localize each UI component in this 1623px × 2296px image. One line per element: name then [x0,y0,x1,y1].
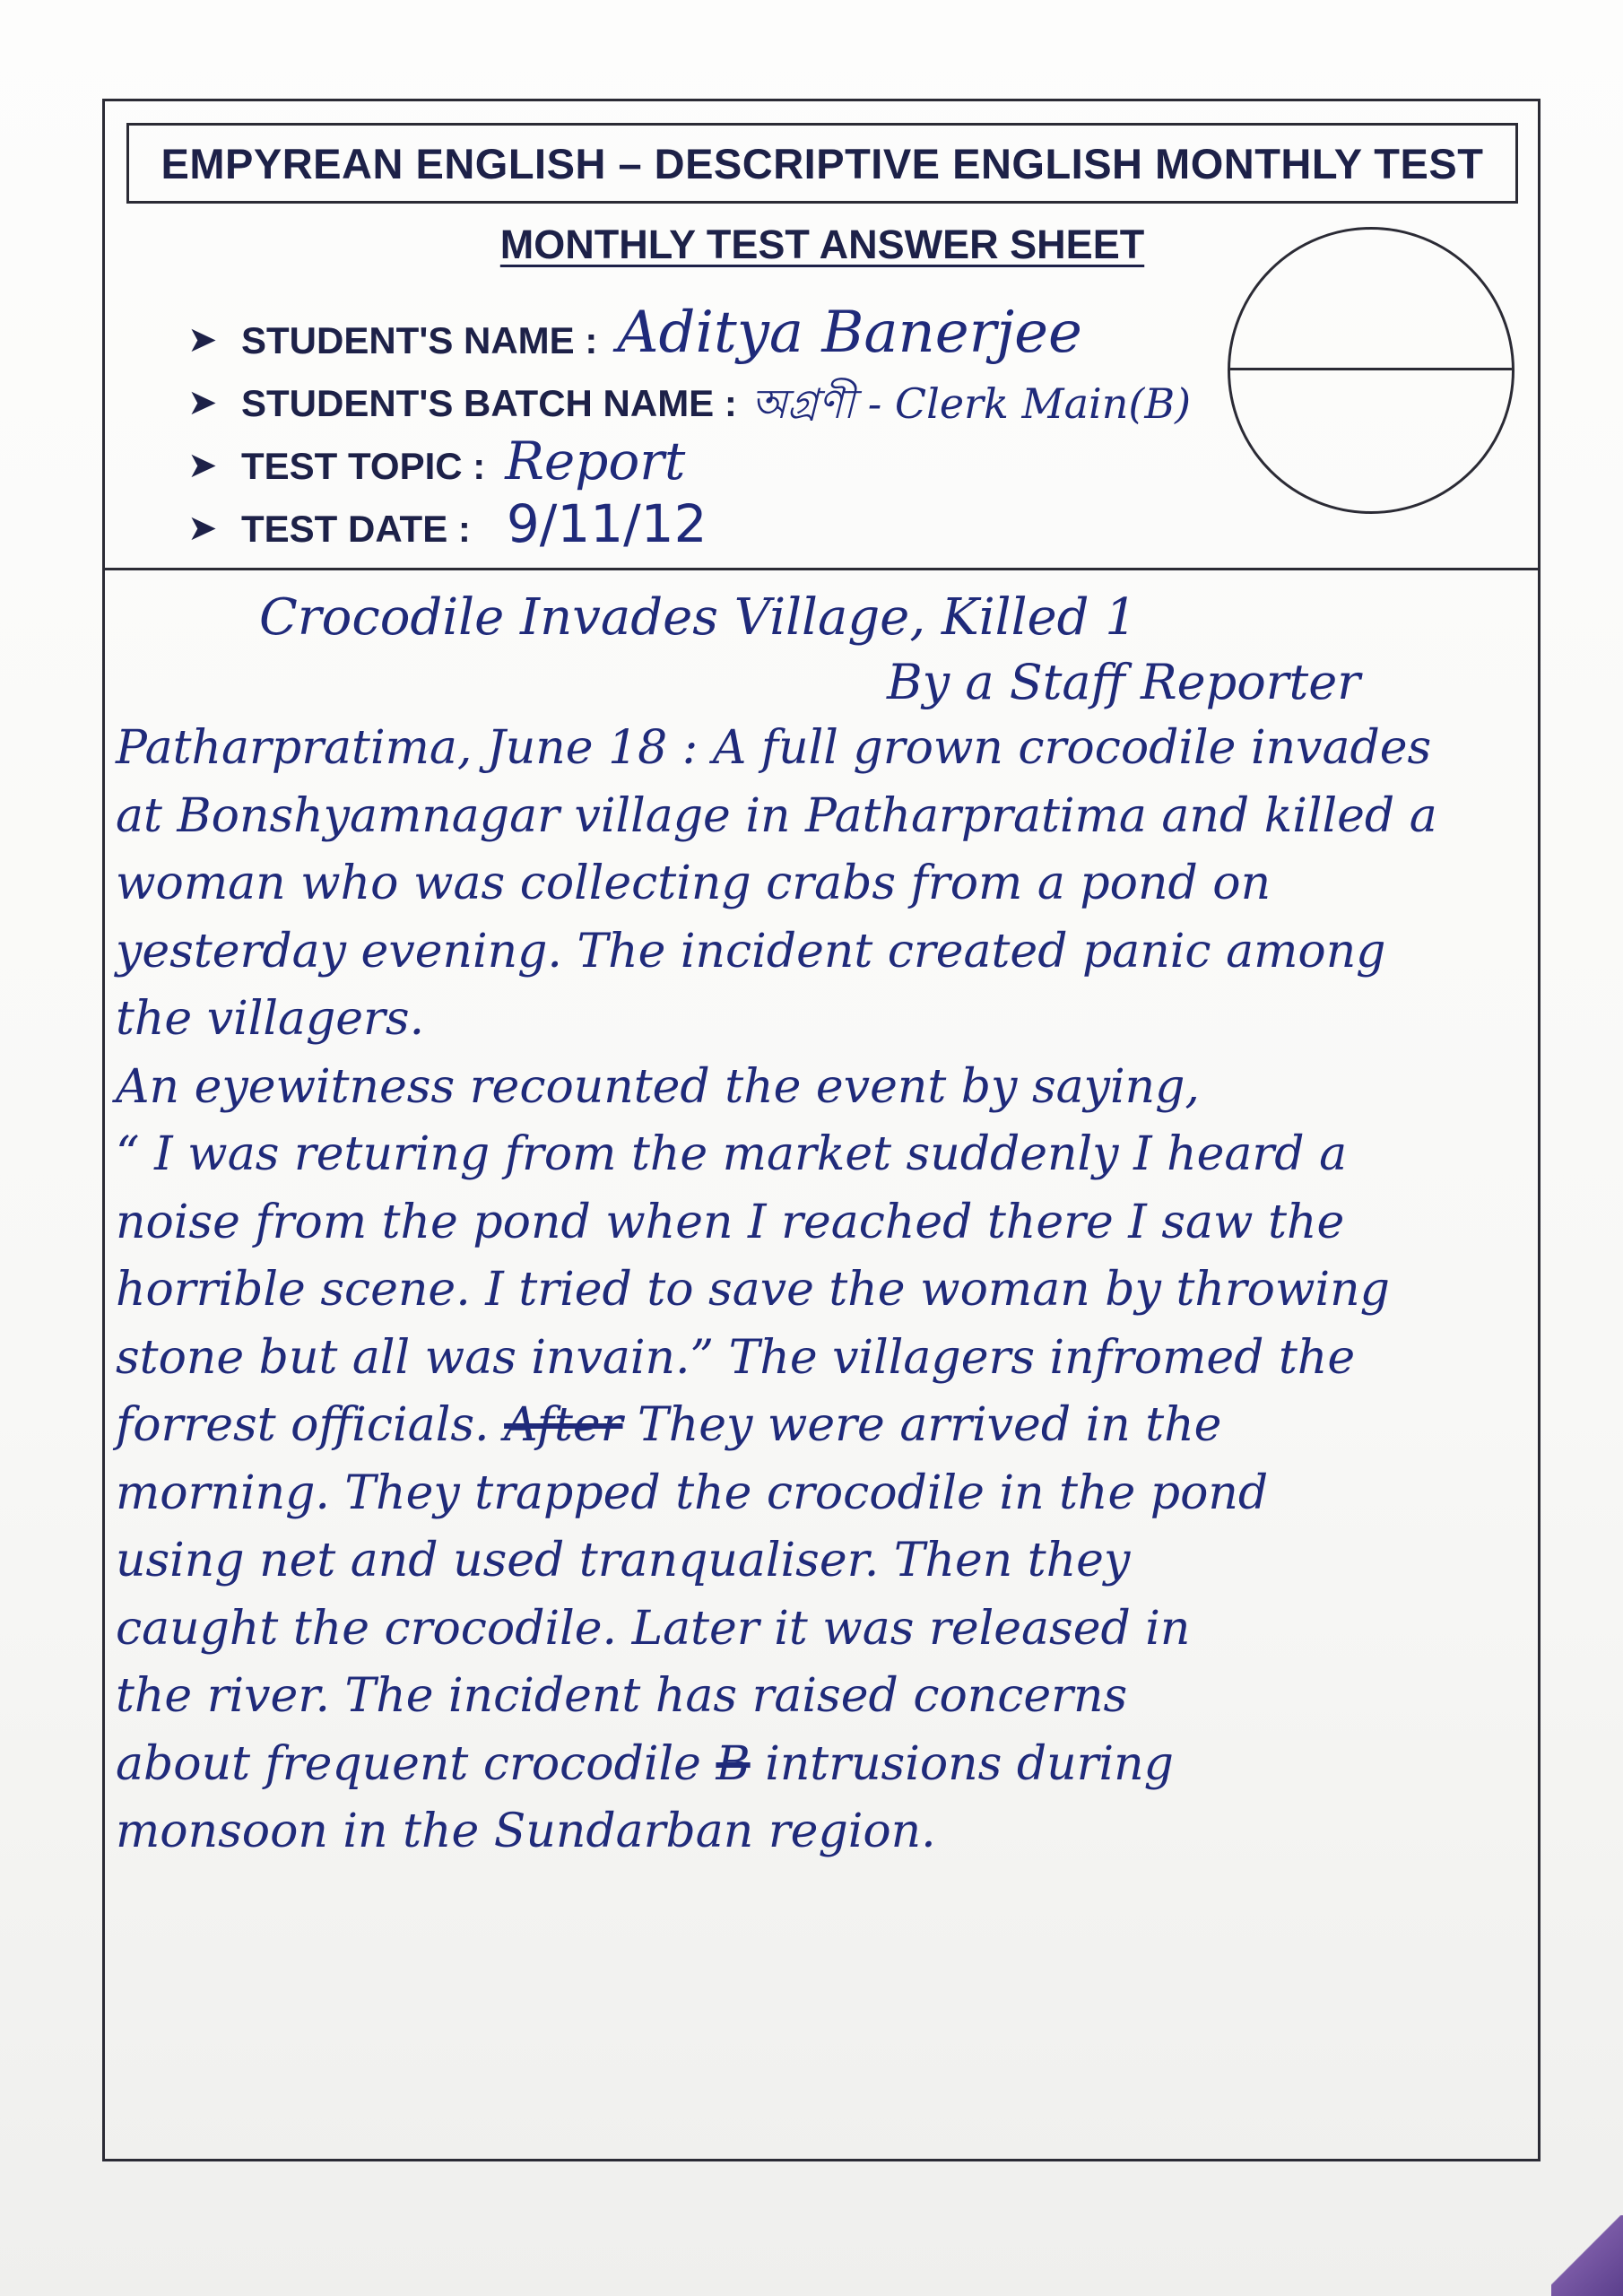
student-name-row [187,299,1353,366]
batch-name-row [187,361,1353,428]
answer-line-part: intrusions during [765,1736,1174,1791]
answer-line: stone but all was invain.” The villagers infromed the [116,1330,1356,1385]
arrow-bullet-icon: ➤ [187,319,218,361]
answer-line: Patharpratima, June 18 : A full grown crocodile invades [116,721,1432,775]
answer-line: horrible scene. I tried to save the woman by throwing [116,1263,1390,1317]
crossed-out-letter: B [716,1736,751,1791]
answer-line-part: forrest officials. [116,1398,490,1452]
answer-line: caught the crocodile. Later it was released in [116,1601,1191,1656]
test-topic-row [187,424,1353,491]
header-divider [105,568,1538,570]
student-info [187,299,1353,554]
answer-line-part: about frequent crocodile [116,1736,701,1791]
answer-line: morning. They trapped the crocodile in the pond [116,1465,1269,1520]
arrow-bullet-icon: ➤ [187,382,218,423]
answer-line: monsoon in the Sundarban region. [116,1805,936,1858]
student-name-value: Aditya Banerjee [617,300,1082,366]
answer-line: An eyewitness recounted the event by saying, [116,1059,1200,1114]
answer-line: the villagers. [116,992,425,1046]
answer-line: noise from the pond when I reached there I saw the [116,1195,1345,1249]
test-date-value: 9/11/12 [506,493,707,554]
answer-line [116,1731,1532,1799]
test-date-row [187,487,1353,554]
sheet-border [102,99,1541,2161]
report-byline: By a Staff Reporter [887,654,1361,710]
arrow-bullet-icon: ➤ [187,508,218,549]
answer-line: at Bonshyamnagar village in Patharpratima and killed a [116,788,1437,843]
answer-line: woman who was collecting crabs from a pond on [116,857,1271,910]
test-topic-value: Report [505,430,686,491]
background-corner [1551,2215,1623,2296]
answer-line: yesterday evening. The incident created panic among [116,924,1386,978]
marks-divider [1230,368,1512,370]
test-title: EMPYREAN ENGLISH – DESCRIPTIVE ENGLISH MONTHLY TEST [161,139,1484,187]
answer-line: using net and used tranqualiser. Then they [116,1534,1131,1587]
answer-text [116,586,1532,1866]
test-date-label: TEST DATE : [241,508,471,550]
answer-line-part: They were arrived in the [638,1398,1222,1452]
marks-circle [1228,227,1515,514]
crossed-out-word: After [504,1398,623,1452]
report-headline: Crocodile Invades Village, Killed 1 [259,588,1137,647]
title-box [126,123,1518,204]
student-name-label: STUDENT'S NAME : [241,319,598,361]
answer-line [116,1392,1532,1460]
test-topic-label: TEST TOPIC : [241,445,486,487]
arrow-bullet-icon: ➤ [187,445,218,486]
subtitle-text: MONTHLY TEST ANSWER SHEET [499,222,1145,267]
answer-line: the river. The incident has raised concerns [116,1669,1128,1723]
batch-name-label: STUDENT'S BATCH NAME : [241,382,737,424]
answer-line: “ I was returing from the market suddenly I heard a [116,1127,1348,1181]
batch-name-value: অগ্রণী - Clerk Main(B) [751,379,1192,428]
